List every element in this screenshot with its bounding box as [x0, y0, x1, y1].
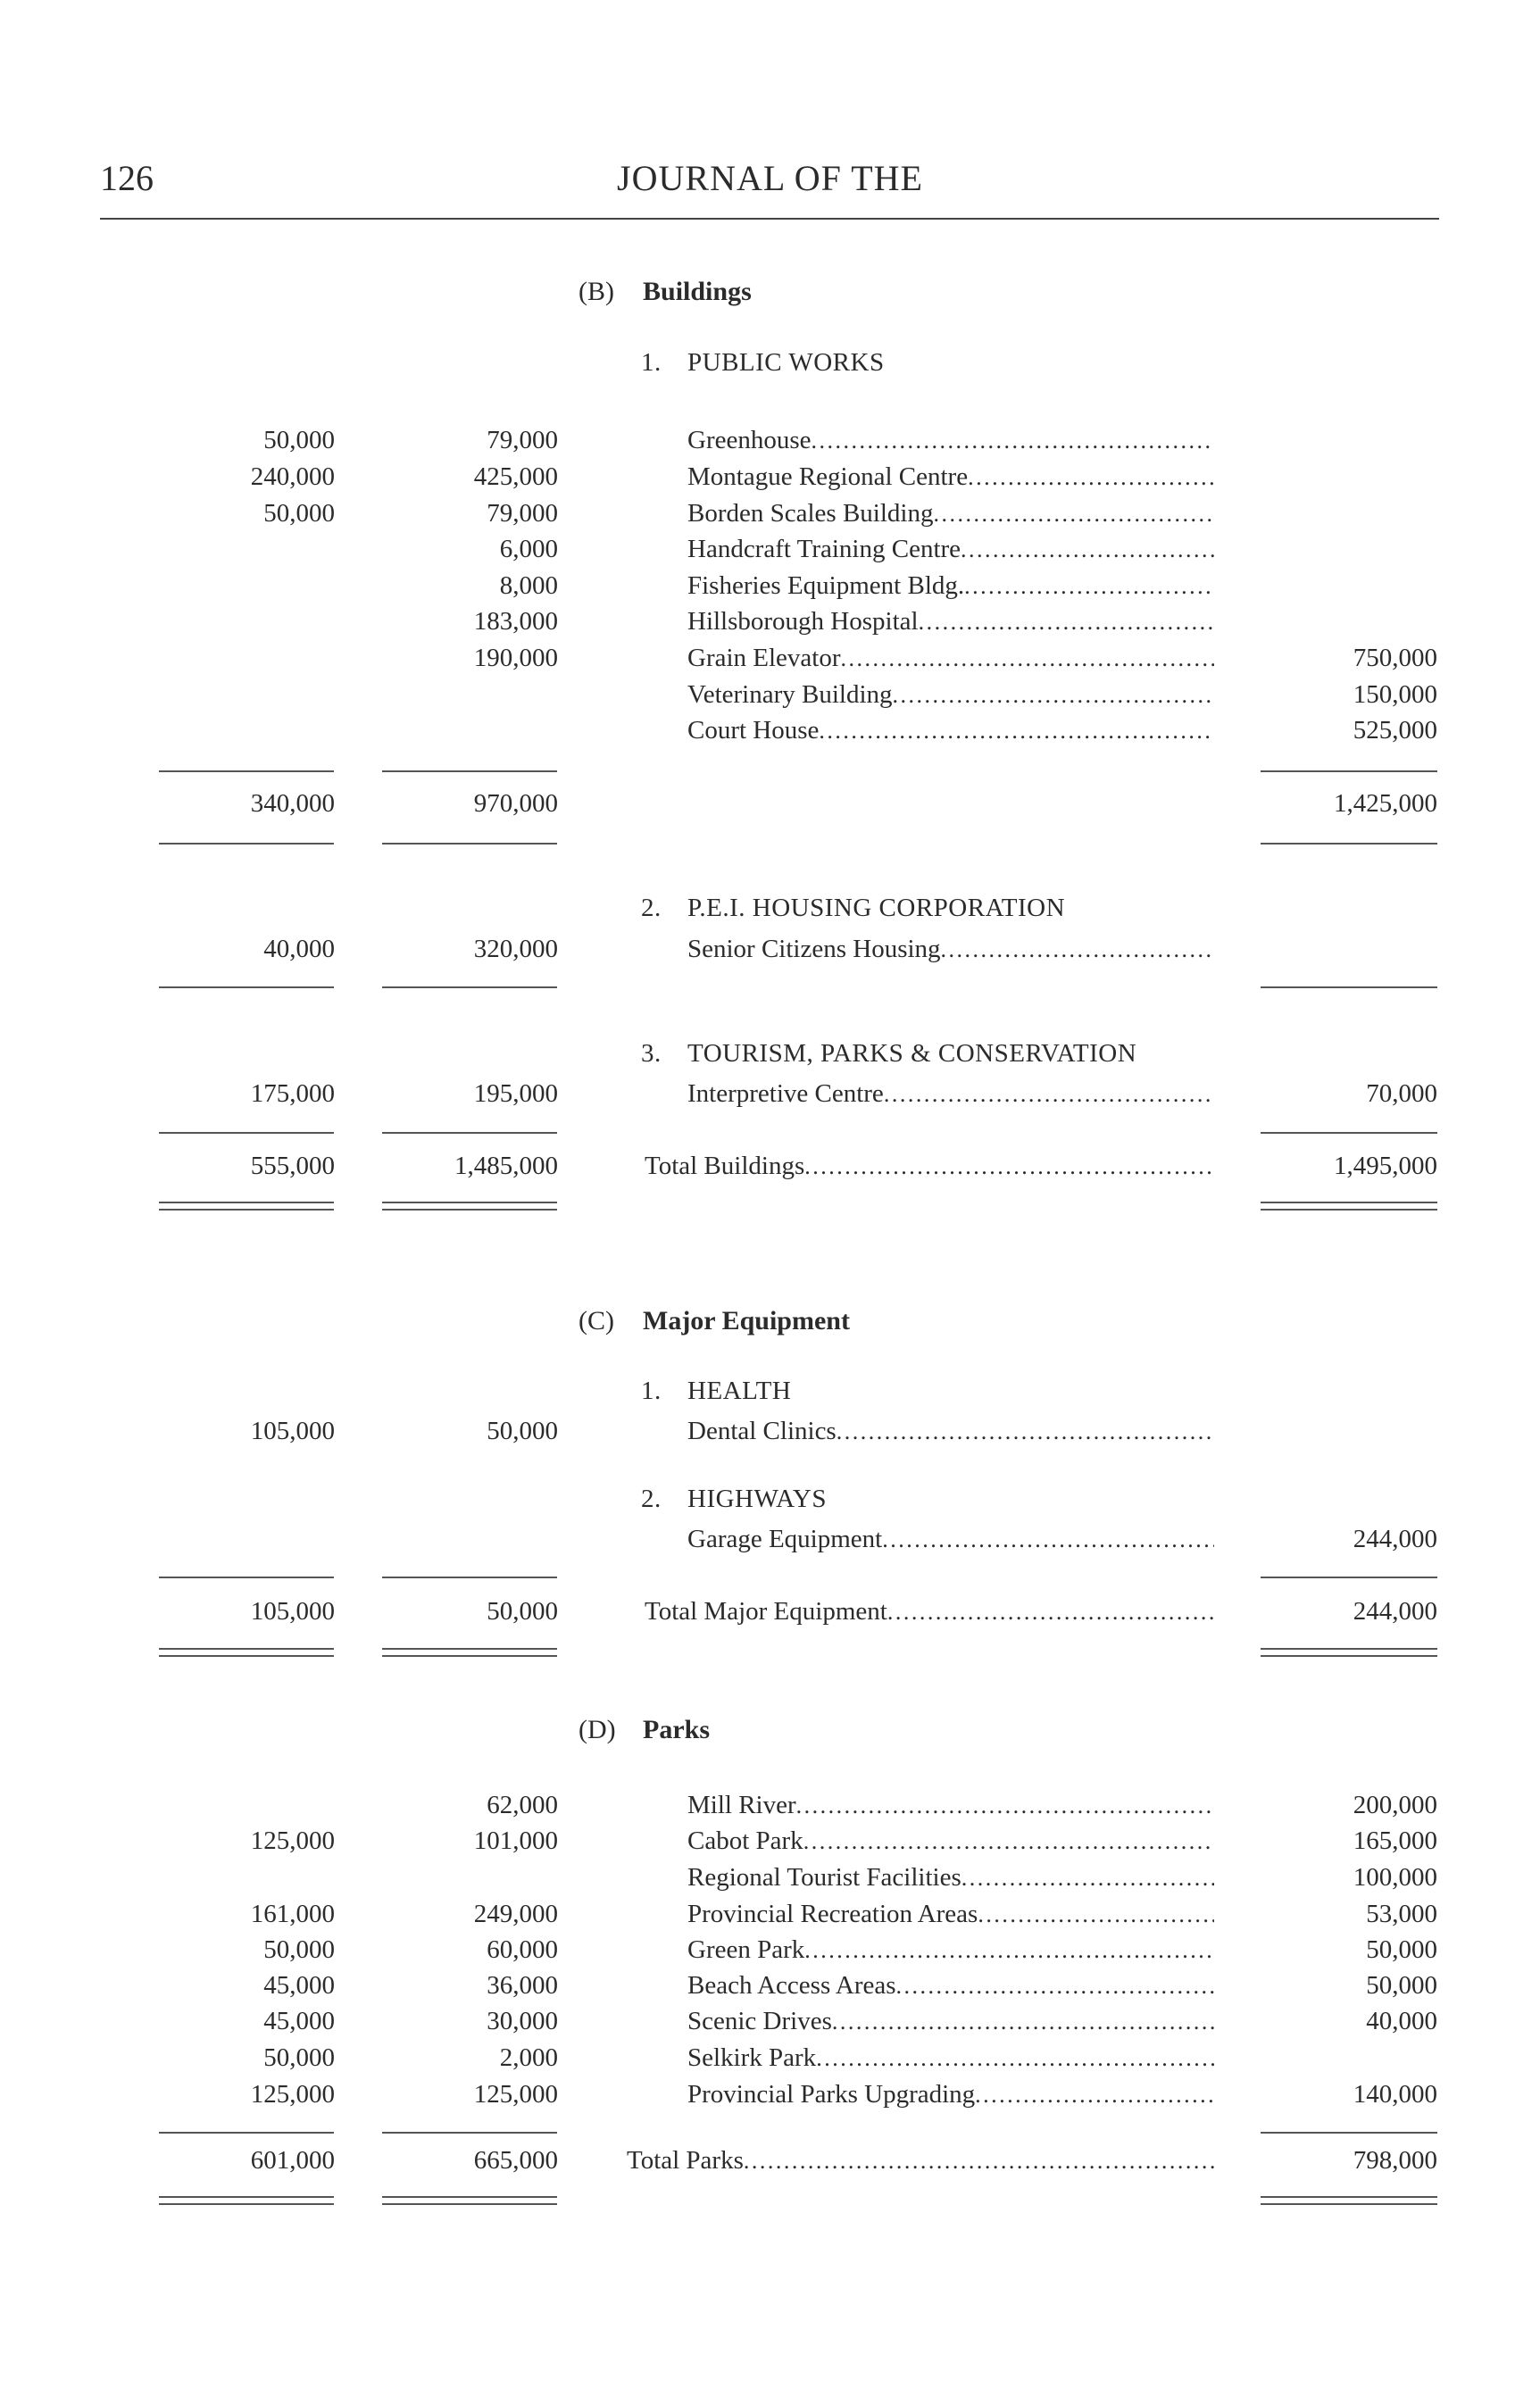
- table-row: [0, 422, 1540, 458]
- prior-year-amount: 45,000: [263, 1971, 335, 2000]
- leader-dots: [933, 495, 1214, 532]
- prior-year-amount: 50,000: [263, 1935, 335, 1964]
- table-row: [0, 712, 1540, 748]
- column-rule: [1261, 2132, 1437, 2134]
- item-label-text: Garage Equipment: [687, 1525, 883, 1553]
- header-rule: [100, 218, 1439, 220]
- total-revised: 665,000: [473, 2146, 558, 2175]
- column-rule: [159, 1577, 334, 1578]
- total-row: [0, 1593, 1540, 1629]
- column-rule: [1261, 1132, 1437, 1134]
- revised-amount: 320,000: [473, 935, 558, 963]
- table-row: [0, 1413, 1540, 1449]
- subtotal-prior-year: 340,000: [250, 789, 335, 818]
- double-rule: [382, 1202, 557, 1211]
- item-label: [687, 712, 1214, 749]
- leader-dots: [841, 640, 1214, 677]
- column-rule: [159, 843, 334, 845]
- revised-amount: 50,000: [487, 1417, 558, 1445]
- prior-year-amount: 125,000: [250, 2080, 335, 2109]
- leader-dots: [819, 712, 1214, 749]
- leader-dots: [919, 603, 1214, 640]
- leader-dots: [893, 677, 1214, 713]
- estimate-amount: 53,000: [1366, 1900, 1437, 1928]
- estimate-amount: 150,000: [1353, 680, 1437, 709]
- table-row: [0, 495, 1540, 531]
- leader-dots: [796, 1787, 1214, 1824]
- table-row: [0, 931, 1540, 967]
- total-label: [645, 1148, 1214, 1185]
- subheading-housing: [641, 894, 1065, 923]
- table-row: [0, 1932, 1540, 1968]
- subtotal-estimate: 1,425,000: [1334, 789, 1437, 818]
- total-label-text: Total Buildings: [645, 1152, 805, 1180]
- item-label-text: Montague Regional Centre: [687, 462, 969, 491]
- item-label-text: Hillsborough Hospital: [687, 607, 919, 636]
- section-title: Buildings: [643, 277, 752, 306]
- item-label-text: Court House: [687, 716, 820, 745]
- running-head: JOURNAL OF THE: [617, 158, 923, 198]
- section-letter: (D): [579, 1715, 616, 1744]
- prior-year-amount: 105,000: [250, 1417, 335, 1445]
- revised-amount: 30,000: [487, 2007, 558, 2035]
- leader-dots: [816, 2040, 1214, 2076]
- estimate-amount: 165,000: [1353, 1826, 1437, 1855]
- column-rule: [159, 2132, 334, 2134]
- section-letter: (B): [579, 277, 614, 306]
- table-row: [0, 1968, 1540, 2003]
- revised-amount: 60,000: [487, 1935, 558, 1964]
- revised-amount: 101,000: [473, 1826, 558, 1855]
- item-label-text: Scenic Drives: [687, 2007, 832, 2035]
- revised-amount: 79,000: [487, 499, 558, 528]
- revised-amount: 425,000: [473, 462, 558, 491]
- item-label: [687, 1968, 1214, 2004]
- item-label-text: Provincial Recreation Areas: [687, 1900, 978, 1928]
- item-label-text: Borden Scales Building: [687, 499, 934, 528]
- total-prior-year: 105,000: [250, 1597, 335, 1626]
- table-row: [0, 640, 1540, 676]
- page-number: 126: [100, 158, 154, 198]
- total-revised: 50,000: [487, 1597, 558, 1626]
- item-label: [687, 931, 1214, 968]
- leader-dots: [961, 531, 1214, 568]
- leader-dots: [882, 1521, 1214, 1558]
- leader-dots: [803, 1823, 1214, 1860]
- subheading-number: 2.: [641, 894, 662, 922]
- item-label: [687, 568, 1214, 604]
- item-label-text: Provincial Parks Upgrading: [687, 2080, 976, 2109]
- double-rule: [159, 1202, 334, 1211]
- estimate-amount: 750,000: [1353, 644, 1437, 672]
- leader-dots: [884, 1076, 1214, 1112]
- item-label-text: Handcraft Training Centre: [687, 535, 961, 563]
- prior-year-amount: 50,000: [263, 499, 335, 528]
- subtotal-revised: 970,000: [473, 789, 558, 818]
- item-label-text: Regional Tourist Facilities: [687, 1863, 961, 1892]
- total-row: [0, 1148, 1540, 1184]
- revised-amount: 190,000: [473, 644, 558, 672]
- table-row: [0, 2040, 1540, 2076]
- subheading-tourism: [641, 1039, 1136, 1069]
- prior-year-amount: 175,000: [250, 1079, 335, 1108]
- item-label-text: Beach Access Areas: [687, 1971, 896, 2000]
- item-label-text: Senior Citizens Housing: [687, 935, 941, 963]
- item-label: [687, 531, 1214, 568]
- revised-amount: 195,000: [473, 1079, 558, 1108]
- total-label-text: Total Parks: [627, 2146, 744, 2175]
- table-row: [0, 677, 1540, 712]
- table-row: [0, 459, 1540, 495]
- leader-dots: [887, 1593, 1214, 1630]
- item-label: [687, 1521, 1214, 1558]
- leader-dots: [744, 2143, 1214, 2179]
- table-row: [0, 1860, 1540, 1895]
- revised-amount: 79,000: [487, 426, 558, 454]
- item-label: [687, 2076, 1214, 2113]
- table-row: [0, 1896, 1540, 1932]
- prior-year-amount: 50,000: [263, 2043, 335, 2072]
- item-label-text: Dental Clinics: [687, 1417, 837, 1445]
- column-rule: [159, 770, 334, 772]
- leader-dots: [804, 1148, 1214, 1185]
- prior-year-amount: 125,000: [250, 1826, 335, 1855]
- item-label: [687, 422, 1214, 459]
- estimate-amount: 244,000: [1353, 1525, 1437, 1553]
- item-label-text: Grain Elevator: [687, 644, 841, 672]
- prior-year-amount: 40,000: [263, 935, 335, 963]
- double-rule: [159, 1648, 334, 1657]
- leader-dots: [964, 568, 1214, 604]
- subheading-number: 1.: [641, 348, 662, 377]
- double-rule: [382, 2196, 557, 2205]
- double-rule: [382, 1648, 557, 1657]
- prior-year-amount: 50,000: [263, 426, 335, 454]
- subheading-number: 2.: [641, 1485, 662, 1513]
- leader-dots: [832, 2003, 1214, 2040]
- item-label: [687, 1932, 1214, 1968]
- column-rule: [159, 1132, 334, 1134]
- prior-year-amount: 161,000: [250, 1900, 335, 1928]
- section-title: Parks: [643, 1715, 710, 1744]
- table-row: [0, 568, 1540, 603]
- subheading-title: PUBLIC WORKS: [687, 348, 885, 377]
- leader-dots: [941, 931, 1214, 968]
- table-row: [0, 603, 1540, 639]
- item-label: [687, 677, 1214, 713]
- estimate-amount: 100,000: [1353, 1863, 1437, 1892]
- table-row: [0, 2003, 1540, 2039]
- subheading-public-works: [641, 348, 885, 378]
- leader-dots: [837, 1413, 1214, 1450]
- item-label: [687, 1787, 1214, 1824]
- revised-amount: 249,000: [473, 1900, 558, 1928]
- column-rule: [1261, 843, 1437, 845]
- item-label-text: Green Park: [687, 1935, 805, 1964]
- table-row: [0, 1823, 1540, 1859]
- item-label-text: Selkirk Park: [687, 2043, 817, 2072]
- section-heading-buildings: [579, 277, 752, 307]
- column-rule: [159, 986, 334, 988]
- estimate-amount: 50,000: [1366, 1935, 1437, 1964]
- revised-amount: 183,000: [473, 607, 558, 636]
- total-label: [627, 2143, 1214, 2179]
- estimate-amount: 200,000: [1353, 1791, 1437, 1819]
- total-label: [645, 1593, 1214, 1630]
- leader-dots: [961, 1860, 1214, 1896]
- item-label: [687, 640, 1214, 677]
- column-rule: [382, 1132, 557, 1134]
- item-label: [687, 1413, 1214, 1450]
- total-row: [0, 2143, 1540, 2178]
- revised-amount: 6,000: [499, 535, 558, 563]
- total-revised: 1,485,000: [454, 1152, 558, 1180]
- subtotal-row: [0, 786, 1540, 821]
- table-row: [0, 531, 1540, 567]
- item-label-text: Fisheries Equipment Bldg.: [687, 571, 965, 600]
- section-heading-major-equipment: [579, 1306, 850, 1336]
- column-rule: [1261, 1577, 1437, 1578]
- double-rule: [159, 2196, 334, 2205]
- item-label: [687, 2040, 1214, 2076]
- item-label: [687, 1076, 1214, 1112]
- revised-amount: 36,000: [487, 1971, 558, 2000]
- column-rule: [382, 770, 557, 772]
- table-row: [0, 1076, 1540, 1111]
- item-label: [687, 1860, 1214, 1896]
- estimate-amount: 525,000: [1353, 716, 1437, 745]
- estimate-amount: 50,000: [1366, 1971, 1437, 2000]
- subheading-number: 3.: [641, 1039, 662, 1068]
- leader-dots: [978, 1896, 1214, 1933]
- revised-amount: 8,000: [499, 571, 558, 600]
- revised-amount: 125,000: [473, 2080, 558, 2109]
- section-heading-parks: [579, 1715, 710, 1745]
- table-row: [0, 1787, 1540, 1823]
- item-label-text: Greenhouse: [687, 426, 812, 454]
- item-label: [687, 459, 1214, 495]
- section-letter: (C): [579, 1306, 614, 1335]
- subheading-number: 1.: [641, 1377, 662, 1405]
- subheading-title: TOURISM, PARKS & CONSERVATION: [687, 1039, 1137, 1068]
- double-rule: [1261, 2196, 1437, 2205]
- item-label: [687, 603, 1214, 640]
- item-label-text: Veterinary Building: [687, 680, 893, 709]
- leader-dots: [975, 2076, 1214, 2113]
- total-estimate: 1,495,000: [1334, 1152, 1437, 1180]
- column-rule: [382, 1577, 557, 1578]
- leader-dots: [968, 459, 1214, 495]
- item-label-text: Interpretive Centre: [687, 1079, 884, 1108]
- subheading-title: P.E.I. HOUSING CORPORATION: [687, 894, 1066, 922]
- column-rule: [1261, 986, 1437, 988]
- item-label: [687, 2003, 1214, 2040]
- total-prior-year: 601,000: [250, 2146, 335, 2175]
- column-rule: [382, 2132, 557, 2134]
- revised-amount: 2,000: [499, 2043, 558, 2072]
- subheading-title: HEALTH: [687, 1377, 792, 1405]
- double-rule: [1261, 1648, 1437, 1657]
- table-row: [0, 1521, 1540, 1557]
- column-rule: [382, 986, 557, 988]
- item-label: [687, 495, 1214, 532]
- subheading-highways: [641, 1485, 827, 1514]
- column-rule: [1261, 770, 1437, 772]
- total-prior-year: 555,000: [250, 1152, 335, 1180]
- total-estimate: 244,000: [1353, 1597, 1437, 1626]
- item-label-text: Mill River: [687, 1791, 796, 1819]
- estimate-amount: 70,000: [1366, 1079, 1437, 1108]
- total-estimate: 798,000: [1353, 2146, 1437, 2175]
- column-rule: [382, 843, 557, 845]
- total-label-text: Total Major Equipment: [645, 1597, 887, 1626]
- subheading-title: HIGHWAYS: [687, 1485, 827, 1513]
- subheading-health: [641, 1377, 791, 1406]
- section-title: Major Equipment: [643, 1306, 850, 1335]
- table-row: [0, 2076, 1540, 2112]
- leader-dots: [804, 1932, 1214, 1968]
- estimate-amount: 40,000: [1366, 2007, 1437, 2035]
- item-label: [687, 1823, 1214, 1860]
- prior-year-amount: 240,000: [250, 462, 335, 491]
- prior-year-amount: 45,000: [263, 2007, 335, 2035]
- estimate-amount: 140,000: [1353, 2080, 1437, 2109]
- item-label-text: Cabot Park: [687, 1826, 803, 1855]
- revised-amount: 62,000: [487, 1791, 558, 1819]
- leader-dots: [896, 1968, 1214, 2004]
- item-label: [687, 1896, 1214, 1933]
- double-rule: [1261, 1202, 1437, 1211]
- leader-dots: [812, 422, 1214, 459]
